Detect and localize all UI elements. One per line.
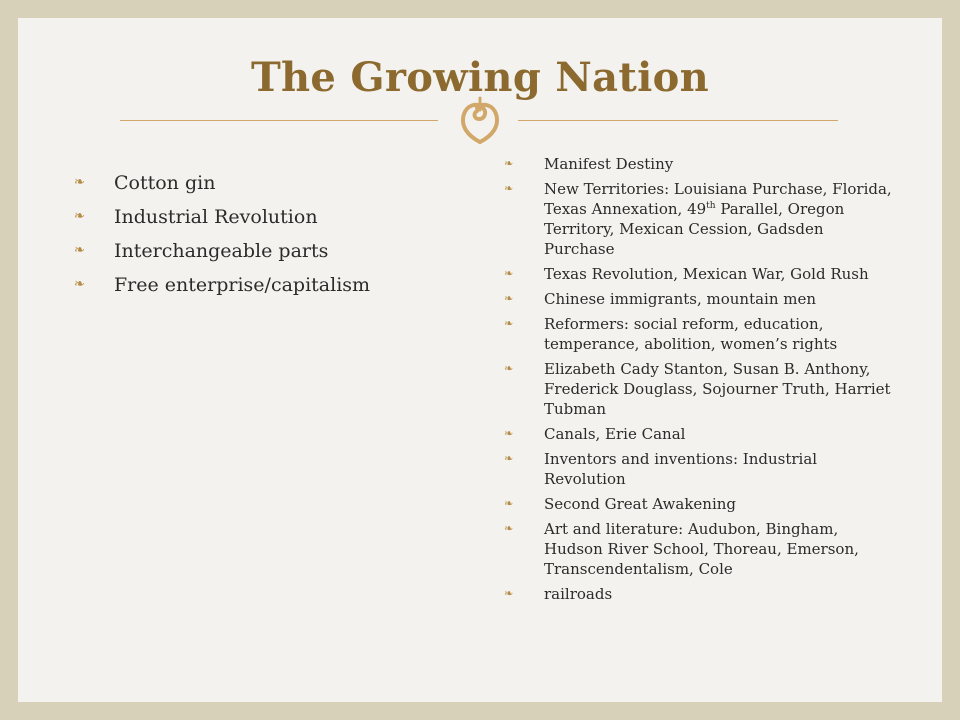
bullet-item	[74, 200, 454, 234]
bullet-icon: ❧	[504, 267, 514, 280]
bullet-item	[504, 584, 904, 604]
bullet-icon: ❧	[74, 243, 85, 258]
bullet-icon: ❧	[504, 317, 514, 330]
bullet-icon: ❧	[504, 157, 514, 170]
bullet-text: Art and literature: Audubon, Bingham, Hudson River School, Thoreau, Emerson, Transcendentalism, Cole	[544, 520, 859, 578]
bullet-text: Free enterprise/capitalism	[114, 274, 371, 296]
bullet-item	[504, 519, 904, 579]
bullet-text: Interchangeable parts	[114, 240, 329, 262]
bullet-item	[504, 359, 904, 419]
bullet-item	[504, 424, 904, 444]
bullet-text: Second Great Awakening	[544, 495, 737, 513]
bullet-item	[504, 494, 904, 514]
bullet-text: Reformers: social reform, education, temperance, abolition, women’s rights	[544, 315, 838, 353]
bullet-text: Texas Revolution, Mexican War, Gold Rush	[544, 265, 869, 283]
slide	[18, 18, 942, 702]
bullet-item	[504, 449, 904, 489]
bullet-icon: ❧	[504, 182, 514, 195]
bullet-item	[504, 314, 904, 354]
bullet-text: Industrial Revolution	[114, 206, 318, 228]
fleuron-icon	[450, 92, 510, 148]
bullet-text: Cotton gin	[114, 172, 216, 194]
bullet-icon: ❧	[74, 175, 85, 190]
bullet-icon: ❧	[504, 497, 514, 510]
slide-title: The Growing Nation	[250, 54, 710, 101]
bullet-text: Chinese immigrants, mountain men	[544, 290, 817, 308]
bullet-text: Elizabeth Cady Stanton, Susan B. Anthony, Frederick Douglass, Sojourner Truth, Harriet Tubman	[544, 360, 891, 418]
bullet-icon: ❧	[504, 292, 514, 305]
bullet-text: Canals, Erie Canal	[544, 425, 686, 443]
title-divider-right	[518, 120, 838, 121]
bullet-item	[74, 234, 454, 268]
bullet-text: Manifest Destiny	[544, 155, 674, 173]
bullet-icon: ❧	[504, 452, 514, 465]
bullet-text: Inventors and inventions: Industrial Revolution	[544, 450, 818, 488]
title-divider-left	[120, 120, 438, 121]
bullet-text: railroads	[544, 585, 613, 603]
bullet-item	[74, 268, 454, 302]
left-bullet-list	[74, 166, 454, 302]
bullet-icon: ❧	[504, 522, 514, 535]
bullet-item	[504, 289, 904, 309]
bullet-icon: ❧	[504, 587, 514, 600]
bullet-text: New Territories: Louisiana Purchase, Florida, Texas Annexation, 49th Parallel, Oregon Territory, Mexican Cession, Gadsden Purchase	[544, 180, 892, 258]
bullet-icon: ❧	[504, 427, 514, 440]
bullet-icon: ❧	[504, 362, 514, 375]
bullet-icon: ❧	[74, 277, 85, 292]
bullet-item	[74, 166, 454, 200]
bullet-item	[504, 154, 904, 174]
bullet-item	[504, 264, 904, 284]
bullet-item	[504, 179, 904, 259]
bullet-icon: ❧	[74, 209, 85, 224]
right-bullet-list	[504, 154, 904, 609]
